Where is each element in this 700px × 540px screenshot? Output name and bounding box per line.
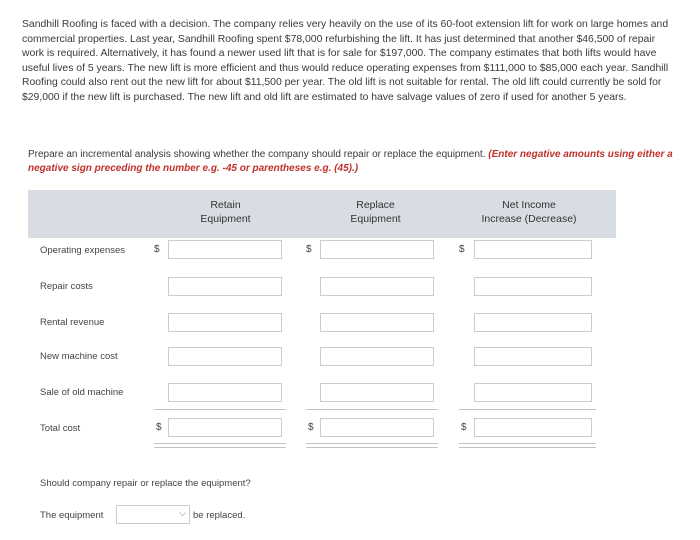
- currency-symbol: $: [459, 244, 465, 255]
- currency-symbol: $: [156, 422, 162, 433]
- total-cost-retain-input[interactable]: [168, 418, 282, 437]
- currency-symbol: $: [461, 422, 467, 433]
- header-retain-equipment: Retain Equipment: [200, 199, 251, 225]
- row-label-repair-costs: Repair costs: [40, 281, 93, 292]
- total-cost-net-input[interactable]: [474, 418, 592, 437]
- problem-text: Sandhill Roofing is faced with a decision. The company relies very heavily on the use of its 60-foot extension lift for work on large homes and commercial properties. Last year, Sandhill Roofing spent $78,000 refurbishing the lift. It has just determined that another $46,500 of repair work is required. Alternatively, it has found a newer used lift that is for sale for $197,000. The company estimates that both lifts would have useful lives of 5 years. The new lift is more efficient and thus would reduce operating expenses from $111,000 to $85,000 each year. Sandhill Roofing could also rent out the new lift for about $11,500 per year. The old lift is not suitable for rental. The old lift could currently be sold for $29,000 if the new lift is purchased. The new lift and old lift are estimated to have salvage values of zero if used for another 5 years.: [22, 19, 669, 103]
- total-double-rule: [154, 443, 286, 448]
- subtotal-rule: [154, 409, 286, 410]
- operating-expenses-retain-input[interactable]: [168, 240, 282, 259]
- operating-expenses-replace-input[interactable]: [320, 240, 434, 259]
- decision-prefix: The equipment: [40, 510, 104, 521]
- currency-symbol: $: [306, 244, 312, 255]
- header-net-income: Net Income Increase (Decrease): [481, 199, 577, 225]
- chevron-down-icon: ⌵: [179, 508, 186, 518]
- subtotal-rule: [459, 409, 596, 410]
- sale-of-old-machine-net-input[interactable]: [474, 383, 592, 402]
- row-label-total-cost: Total cost: [40, 423, 81, 434]
- total-double-rule: [459, 443, 596, 448]
- decision-select[interactable]: [116, 505, 190, 524]
- repair-costs-retain-input[interactable]: [168, 277, 282, 296]
- rental-revenue-retain-input[interactable]: [168, 313, 282, 332]
- instruction: [28, 148, 676, 176]
- rental-revenue-replace-input[interactable]: [320, 313, 434, 332]
- row-label-new-machine-cost: New machine cost: [40, 351, 118, 362]
- repair-costs-net-input[interactable]: [474, 277, 592, 296]
- row-label-operating-expenses: Operating expenses: [40, 245, 126, 256]
- total-double-rule: [306, 443, 438, 448]
- rental-revenue-net-input[interactable]: [474, 313, 592, 332]
- decision-suffix: be replaced.: [193, 510, 246, 521]
- new-machine-cost-net-input[interactable]: [474, 347, 592, 366]
- instruction-note: (Enter negative amounts using either a negative sign preceding the number e.g. -45 or parentheses e.g. (45).): [28, 149, 673, 174]
- currency-symbol: $: [308, 422, 314, 433]
- decision-question: Should company repair or replace the equipment?: [40, 478, 251, 489]
- new-machine-cost-retain-input[interactable]: [168, 347, 282, 366]
- new-machine-cost-replace-input[interactable]: [320, 347, 434, 366]
- row-label-sale-of-old-machine: Sale of old machine: [40, 387, 124, 398]
- sale-of-old-machine-replace-input[interactable]: [320, 383, 434, 402]
- currency-symbol: $: [154, 244, 160, 255]
- total-cost-replace-input[interactable]: [320, 418, 434, 437]
- repair-costs-replace-input[interactable]: [320, 277, 434, 296]
- header-replace-equipment: Replace Equipment: [350, 199, 401, 225]
- instruction-text: Prepare an incremental analysis showing whether the company should repair or replace the equipment.: [28, 149, 486, 160]
- operating-expenses-net-input[interactable]: [474, 240, 592, 259]
- row-label-rental-revenue: Rental revenue: [40, 317, 105, 328]
- sale-of-old-machine-retain-input[interactable]: [168, 383, 282, 402]
- subtotal-rule: [306, 409, 438, 410]
